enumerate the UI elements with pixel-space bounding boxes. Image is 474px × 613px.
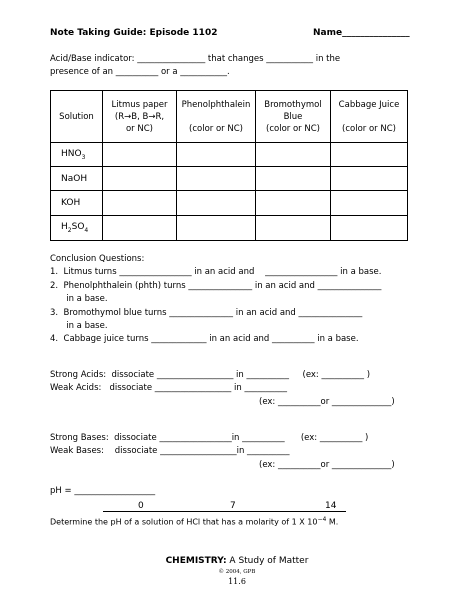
answer-cell[interactable] xyxy=(256,191,331,216)
answer-cell[interactable] xyxy=(103,216,177,241)
ph-scale-line xyxy=(103,511,346,512)
answer-cell[interactable] xyxy=(331,216,408,241)
answer-cell[interactable] xyxy=(331,143,408,167)
solution-cell: $HNO_3$ xyxy=(51,143,103,167)
question-3-cont: in a base. xyxy=(50,321,108,331)
weak-acids-line: Weak Acids: dissociate __________________ in __________ xyxy=(50,383,287,393)
answer-cell[interactable] xyxy=(256,143,331,167)
ph-question: Determine the pH of a solution of HCl that has a molarity of 1 X $10^{-4}$ M. xyxy=(50,516,339,527)
question-2-cont: in a base. xyxy=(50,294,108,304)
ph-scale xyxy=(103,502,346,512)
table-row xyxy=(51,216,408,241)
page-title: Note Taking Guide: Episode 1102 xyxy=(50,28,218,38)
indicator-line-2: presence of an __________ or a ___________. xyxy=(50,67,230,77)
weak-acids-examples: (ex: __________or ______________) xyxy=(259,397,395,407)
header-phenolphthalein: Phenolphthalein (color or NC) xyxy=(177,91,256,143)
answer-cell[interactable] xyxy=(256,216,331,241)
ph-scale-tick-14: 14 xyxy=(325,501,337,511)
indicator-table xyxy=(50,90,408,241)
question-2: 2. Phenolphthalein (phth) turns _______________ in an acid and _______________ xyxy=(50,281,382,291)
answer-cell[interactable] xyxy=(103,143,177,167)
table-header-row xyxy=(51,91,408,143)
answer-cell[interactable] xyxy=(177,216,256,241)
weak-bases-line: Weak Bases: dissociate __________________in __________ xyxy=(50,446,290,456)
answer-cell[interactable] xyxy=(177,191,256,216)
answer-cell[interactable] xyxy=(103,167,177,191)
solution-cell: NaOH xyxy=(51,167,103,191)
table-row xyxy=(51,167,408,191)
question-1: 1. Litmus turns _________________ in an acid and _________________ in a base. xyxy=(50,267,382,277)
ph-scale-tick-0: 0 xyxy=(138,501,144,511)
header-solution: Solution xyxy=(51,91,103,143)
question-4: 4. Cabbage juice turns _____________ in an acid and __________ in a base. xyxy=(50,334,359,344)
indicator-line-1: Acid/Base indicator: ________________ that changes ___________ in the xyxy=(50,54,341,64)
answer-cell[interactable] xyxy=(177,143,256,167)
header-cabbage-juice: Cabbage Juice (color or NC) xyxy=(331,91,408,143)
table-row xyxy=(51,191,408,216)
footer-copyright: © 2004, GPB xyxy=(218,569,256,575)
answer-cell[interactable] xyxy=(103,191,177,216)
conclusion-heading: Conclusion Questions: xyxy=(50,254,145,264)
page-number: 11.6 xyxy=(228,577,246,586)
answer-cell[interactable] xyxy=(256,167,331,191)
header-bromothymol: Bromothymol Blue (color or NC) xyxy=(256,91,331,143)
answer-cell[interactable] xyxy=(331,167,408,191)
weak-bases-examples: (ex: __________or ______________) xyxy=(259,460,395,470)
strong-bases-line: Strong Bases: dissociate _________________in __________ (ex: __________ ) xyxy=(50,433,369,443)
solution-cell: $H_2SO_4$ xyxy=(51,216,103,241)
question-3: 3. Bromothymol blue turns _______________ in an acid and _______________ xyxy=(50,308,363,318)
header-litmus: Litmus paper (R→B, B→R, or NC) xyxy=(103,91,177,143)
name-field[interactable]: Name_______________ xyxy=(313,28,410,38)
strong-acids-line: Strong Acids: dissociate __________________ in __________ (ex: __________ ) xyxy=(50,370,371,380)
solution-cell: KOH xyxy=(51,191,103,216)
answer-cell[interactable] xyxy=(331,191,408,216)
answer-cell[interactable] xyxy=(177,167,256,191)
footer-brand: CHEMISTRY: A Study of Matter xyxy=(165,556,309,566)
ph-definition: pH = ___________________ xyxy=(50,486,156,496)
ph-scale-tick-7: 7 xyxy=(230,501,236,511)
table-row xyxy=(51,143,408,167)
